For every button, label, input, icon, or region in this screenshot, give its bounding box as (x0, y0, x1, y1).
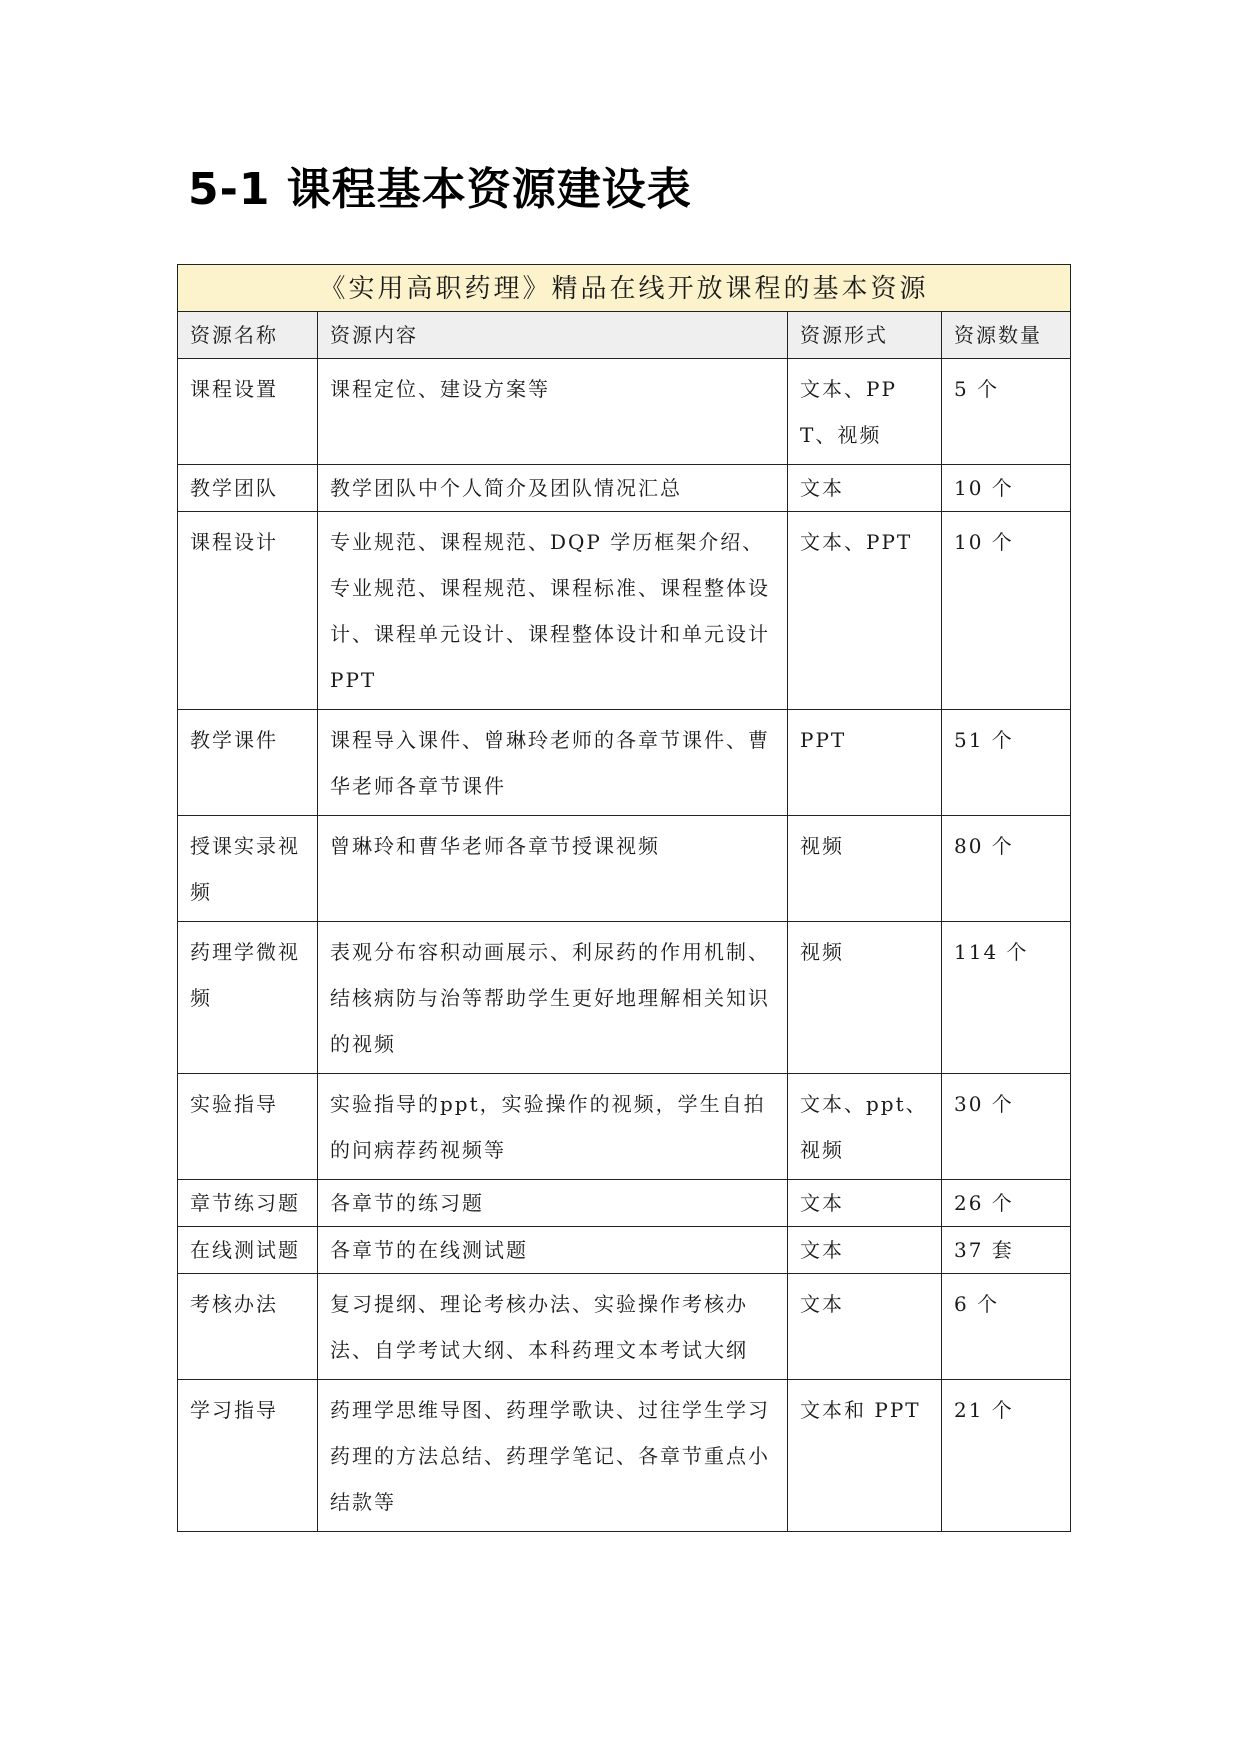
resource-form-cell: PPT (788, 710, 942, 816)
resource-form-cell: 文本 (788, 465, 942, 512)
resource-content-cell: 复习提纲、理论考核办法、实验操作考核办法、自学考试大纲、本科药理文本考试大纲 (318, 1274, 788, 1380)
resource-content-cell: 课程定位、建设方案等 (318, 359, 788, 465)
resource-name-cell: 授课实录视频 (178, 816, 318, 922)
table-row (178, 1074, 1071, 1180)
column-header-count: 资源数量 (942, 312, 1071, 359)
resource-content-cell: 教学团队中个人简介及团队情况汇总 (318, 465, 788, 512)
resource-form-cell: 文本 (788, 1227, 942, 1274)
table-row (178, 359, 1071, 465)
resource-name-cell: 实验指导 (178, 1074, 318, 1180)
column-header-name: 资源名称 (178, 312, 318, 359)
resource-form-cell: 文本 (788, 1180, 942, 1227)
resource-count-cell: 30 个 (942, 1074, 1071, 1180)
page-title: 5-1 课程基本资源建设表 (188, 164, 692, 215)
resource-content-cell: 表观分布容积动画展示、利尿药的作用机制、结核病防与治等帮助学生更好地理解相关知识的视频 (318, 922, 788, 1074)
table-row (178, 465, 1071, 512)
resource-count-cell: 51 个 (942, 710, 1071, 816)
table-row (178, 816, 1071, 922)
resource-table (177, 264, 1071, 1532)
resource-count-cell: 37 套 (942, 1227, 1071, 1274)
column-header-form: 资源形式 (788, 312, 942, 359)
resource-content-cell: 各章节的在线测试题 (318, 1227, 788, 1274)
resource-form-cell: 文本和 PPT (788, 1380, 942, 1532)
resource-form-cell: 文本、ppt、视频 (788, 1074, 942, 1180)
resource-form-cell: 视频 (788, 922, 942, 1074)
resource-name-cell: 教学课件 (178, 710, 318, 816)
table-row (178, 512, 1071, 710)
resource-name-cell: 课程设计 (178, 512, 318, 710)
resource-count-cell: 26 个 (942, 1180, 1071, 1227)
resource-name-cell: 教学团队 (178, 465, 318, 512)
resource-form-cell: 文本 (788, 1274, 942, 1380)
resource-count-cell: 5 个 (942, 359, 1071, 465)
resource-content-cell: 曾琳玲和曹华老师各章节授课视频 (318, 816, 788, 922)
resource-form-cell: 视频 (788, 816, 942, 922)
resource-name-cell: 学习指导 (178, 1380, 318, 1532)
table-row (178, 1227, 1071, 1274)
table-caption-row (178, 265, 1071, 312)
resource-name-cell: 药理学微视频 (178, 922, 318, 1074)
resource-name-cell: 课程设置 (178, 359, 318, 465)
resource-form-cell: 文本、PPT (788, 512, 942, 710)
resource-count-cell: 21 个 (942, 1380, 1071, 1532)
resource-form-cell: 文本、PPT、视频 (788, 359, 942, 465)
resource-count-cell: 6 个 (942, 1274, 1071, 1380)
resource-content-cell: 实验指导的ppt，实验操作的视频，学生自拍的问病荐药视频等 (318, 1074, 788, 1180)
resource-name-cell: 考核办法 (178, 1274, 318, 1380)
resource-count-cell: 10 个 (942, 512, 1071, 710)
table-row (178, 1180, 1071, 1227)
table-row (178, 1380, 1071, 1532)
resource-count-cell: 80 个 (942, 816, 1071, 922)
table-row (178, 922, 1071, 1074)
table-row (178, 710, 1071, 816)
resource-name-cell: 在线测试题 (178, 1227, 318, 1274)
table-caption: 《实用高职药理》精品在线开放课程的基本资源 (178, 265, 1071, 312)
column-header-content: 资源内容 (318, 312, 788, 359)
resource-name-cell: 章节练习题 (178, 1180, 318, 1227)
table-row (178, 1274, 1071, 1380)
resource-content-cell: 药理学思维导图、药理学歌诀、过往学生学习药理的方法总结、药理学笔记、各章节重点小结款等 (318, 1380, 788, 1532)
resource-content-cell: 各章节的练习题 (318, 1180, 788, 1227)
resource-content-cell: 专业规范、课程规范、DQP 学历框架介绍、专业规范、课程规范、课程标准、课程整体设计、课程单元设计、课程整体设计和单元设计 PPT (318, 512, 788, 710)
resource-count-cell: 114 个 (942, 922, 1071, 1074)
resource-count-cell: 10 个 (942, 465, 1071, 512)
table-header-row (178, 312, 1071, 359)
resource-content-cell: 课程导入课件、曾琳玲老师的各章节课件、曹华老师各章节课件 (318, 710, 788, 816)
